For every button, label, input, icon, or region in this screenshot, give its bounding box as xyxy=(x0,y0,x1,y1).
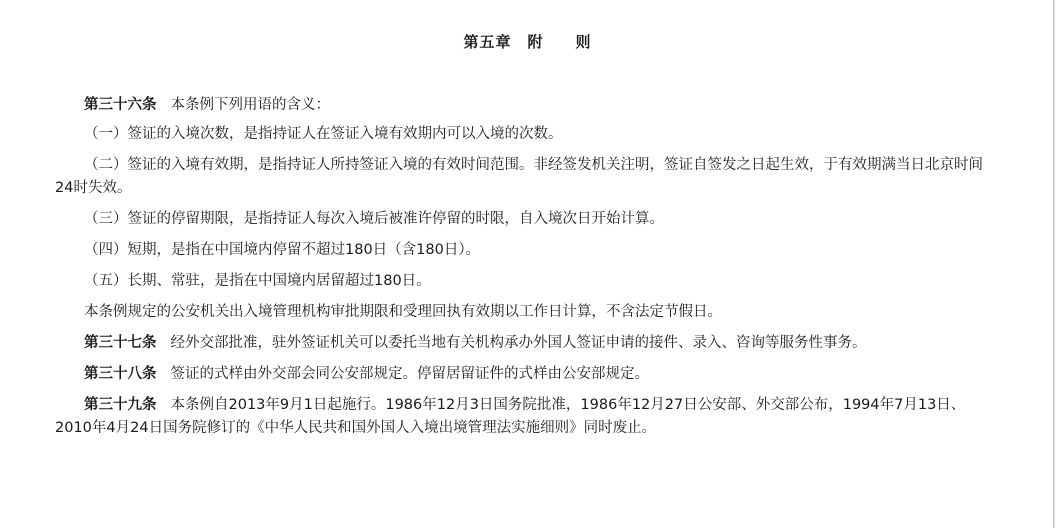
article-39-text: 本条例自2013年9月1日起施行。1986年12月3日国务院批准，1986年12月27日公安部、外交部公布，1994年7月13日、2010年4月24日国务院修订的《中华人民共和国外国人入境出境管理法实施细则》同时废止。 xyxy=(55,397,966,436)
article-38-number: 第三十八条 xyxy=(84,366,157,382)
article-39 xyxy=(55,394,1000,440)
document-content xyxy=(55,94,1000,448)
article-37 xyxy=(55,332,1000,355)
chapter-title: 第五章 附 则 xyxy=(463,33,592,51)
article-38-text: 签证的式样由外交部会同公安部规定。停留居留证件的式样由公安部规定。 xyxy=(170,366,649,382)
article-39-number: 第三十九条 xyxy=(84,397,157,413)
article-36-item-1: （一）签证的入境次数，是指持证人在签证入境有效期内可以入境的次数。 xyxy=(84,126,563,142)
article-36-item-2: （二）签证的入境有效期，是指持证人所持签证入境的有效时间范围。非经签发机关注明，签证自签发之日起生效，于有效期满当日北京时间24时失效。 xyxy=(55,157,983,196)
article-36-item-3: （三）签证的停留期限，是指持证人每次入境后被准许停留的时限，自入境次日开始计算。 xyxy=(84,211,664,227)
article-38 xyxy=(55,363,1000,386)
article-36-note: 本条例规定的公安机关出入境管理机构审批期限和受理回执有效期以工作日计算，不含法定节假日。 xyxy=(84,304,722,320)
article-36-item-4: （四）短期，是指在中国境内停留不超过180日（含180日）。 xyxy=(84,242,481,258)
article-36-text: 本条例下列用语的含义： xyxy=(170,97,330,113)
article-36-number: 第三十六条 xyxy=(84,97,157,113)
page-edge-divider xyxy=(1053,0,1054,528)
article-37-text: 经外交部批准，驻外签证机关可以委托当地有关机构承办外国人签证申请的接件、录入、咨询等服务性事务。 xyxy=(170,335,867,351)
article-36 xyxy=(55,94,1000,117)
article-36-item-5: （五）长期、常驻，是指在中国境内居留超过180日。 xyxy=(84,273,431,289)
article-37-number: 第三十七条 xyxy=(84,335,157,351)
